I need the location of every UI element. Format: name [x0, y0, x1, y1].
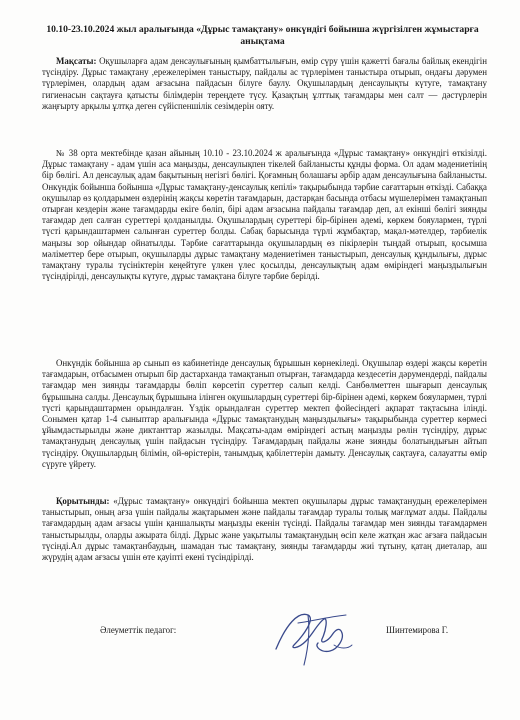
document-title: 10.10-23.10.2024 жыл аралығында «Дұрыс тамақтану» онкүндігі бойынша жүргізілген жұмыстарға анықтама: [46, 24, 479, 47]
handwritten-signature: [268, 605, 358, 669]
conclusion-text: «Дұрыс тамақтану» онкүндігі бойынша мектеп оқушылары дұрыс тамақтанудың ережелерімен таныстырып, оның ағза үшін пайдалы жақтарымен және пайдалы тағамдар туралы толық мағлұмат алды. Пайдалы тағамдардың адам ағзасы үшін қаншалықты маңызды екенін түсінді. Пайдалы тағамдар мен зиянды тағамдармен таныстырылды, оларды ажырата білді. Дұрыс және уақытылы тамақтанудың өсіп келе жатқан жас ағзаға пайдасын түсінді.Ал дұрыс тамақтанбаудың, шамадан тыс тамақтану, зиянды тағамдарды жиі тұтыну, қатаң диеталар, аш жүрудің адам ағзасы үшін өте қауіпті екені түсіндірілді.: [42, 496, 487, 563]
goal-text: Оқушыларға адам денсаулығының қымбаттылығын, өмір сүру үшін қажетті бағалы байлық екендігін түсіндіру. Дұрыс тамақтану ,ережелерімен таныстыру, пайдалы ас түрлерімен таныстыра отырып, ондағы дәрумен түрлерімен, олардың адам ағзасына пайдасын білуге баулу. Оқушылардың денсаулықты күтуге, тамақтану гигиенасын сақтауға қатысты білімдерін тереңдете түсу. Қазақтың ұлттық тағамдары мен салт — дәстүрлерін жаңғырту арқылы ұлтқа деген сүйіспеншілік сезімдерін ояту.: [42, 56, 487, 111]
goal-label: Мақсаты:: [56, 56, 97, 66]
conclusion-paragraph: [42, 496, 487, 563]
body-paragraph-2: Онкүндік бойынша әр сынып өз кабинетінде денсаулық бұрышын көрнекіледі. Оқушылар өздері жақсы көретін тағамдарын, отбасымен отырып бір дастарханда тамақтанып отырған, тағамдарда кездесетін дәрумендерді, пайдалы тағамдар мен зиянды тағамдарды бөліп көрсетіп суреттер салып келді. Санбөлметтен шығарып денсаулық бұрышына салды. Денсаулық бұрышына ілінген оқушылардың суреттері бір-бірінен әдемі, көркем бояулармен, түрлі түсті қарындаштармен орындалған. Үздік орындалған суреттер мектеп фойесіндегі ақпарат тақтасына ілінді. Сонымен қатар 1-4 сыныптар аралығында «Дұрыс тамақтанудың маңыздылығы» тақырыбында суреттер көрмесі ұйымдастырылды және диктанттар жазылды. Мақсаты-адам өміріндегі астың маңызды рөлін түсіндіру, дұрыс тамақтанудың денсаулық үшін пайдасын түсіндіру. Тағамдардың пайдалы және зиянды болатындығын айтып түсіндіру. Оқушылардың білімін, ой-өрістерін, танымдық қабілеттерін дамыту. Денсаулық сақтауға, салауатты өмір сүруге үйрету.: [42, 358, 487, 469]
conclusion-label: Қорытынды:: [56, 496, 110, 506]
goal-paragraph: [42, 56, 487, 112]
signer-role: Әлеуметтік педагог:: [100, 625, 177, 635]
signer-name: Шинтемирова Г.: [386, 625, 449, 635]
body-paragraph-1: № 38 орта мектебінде қазан айының 10.10 - 23.10.2024 ж аралығында «Дұрыс тамақтану» онкүндігі өткізілді. Дұрыс тамақтану - адам үшін аса маңызды, денсаулықпен тікелей байланысты құнды форма. Ол адам мәдениетінің бір бөлігі. Ал денсаулық адам бақытының негізгі бөлігі. Қоғамның болашағы әрбір адам денсаулығына байланысты. Онкүндік бойынша бойынша «Дұрыс тамақтану-денсаулық кепілі» тақырыбында тәрбие сағаттарын өткізді. Сабаққа оқушылар өз қолдарымен өздерінің жақсы көретін тағамдарын, дастарқан басында отбасы мүшелерімен тамақтанып отырған кездерін және тағамдарды екіге бөліп, бірі адам ағзасына пайдалы тағамдар деп, ал екінші бөлігі зиянды тағамдар деп салған суреттері қолданылды. Оқушылардың суреттері бір-бірінен әдемі, көркем бояулармен, түрлі түсті қарындаштармен салынған суреттер болды. Сабақ барысында түрлі жұмбақтар, мақал-мәтелдер, тәрбиелік маңызы зор ойындар ойнатылды. Тәрбие сағаттарында оқушылардың өз пікірлерін тыңдай отырып, қосымша мәліметтер бере отырып, оқушыларды дұрыс тамақтану мәдениетімен таныстырып, денсаулық құндылығы, дұрыс тамақтану туралы түсініктерін кеңейтуге үлкен үлес қосылды, денсаулықтың адам өміріндегі маңыздылығын түсіндірілді, денсаулықты күтуге, дұрыс тамақтана білуге тәрбие берілді.: [42, 148, 487, 282]
signature-block: [0, 613, 520, 673]
